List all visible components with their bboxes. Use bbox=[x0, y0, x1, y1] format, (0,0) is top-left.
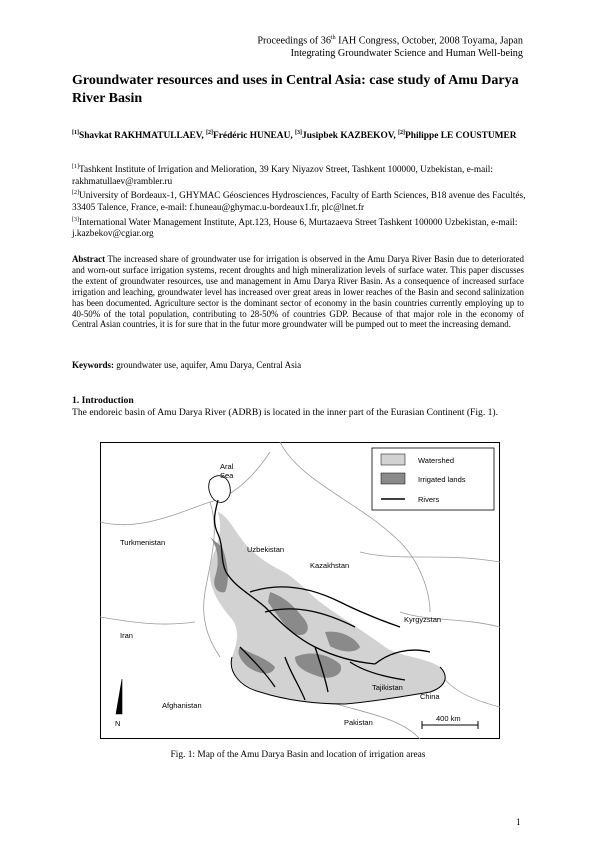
label-iran: Iran bbox=[120, 631, 133, 640]
label-pakistan: Pakistan bbox=[344, 718, 373, 727]
legend-rivers-label: Rivers bbox=[418, 495, 440, 504]
author-name: Frédéric HUNEAU, bbox=[213, 131, 296, 142]
figure-caption: Fig. 1: Map of the Amu Darya Basin and location of irrigation areas bbox=[170, 750, 426, 760]
author-mark: [3] bbox=[295, 130, 303, 136]
legend-watershed-label: Watershed bbox=[418, 456, 454, 465]
label-uzbekistan: Uzbekistan bbox=[247, 545, 285, 554]
abstract bbox=[72, 254, 524, 330]
abstract-label: Abstract bbox=[72, 254, 106, 264]
author-mark: [2] bbox=[206, 130, 214, 136]
affiliation-3: [3]International Water Management Institute, Apt.123, House 6, Murtazaeva Street Tashkent 100000 Uzbekistan, e-mail: j.kazbekov@cgiar.org bbox=[72, 216, 518, 240]
author-name: Jusipbek KAZBEKOV, bbox=[302, 131, 399, 142]
scale-label: 400 km bbox=[436, 714, 461, 723]
affiliations bbox=[72, 162, 527, 241]
abstract-text: The increased share of groundwater use for irrigation is observed in the Amu Darya River Basin due to deteriorated and worn-out surface irrigation systems, recent droughts and high mineralization levels of surface water. This paper discusses the extent of groundwater resources, use and management in Amu Darya River Basin. As a consequence of increased surface irrigation and leaching, groundwater level has increased over great areas in lower reaches of the Basin and second salinization has been documented. Agriculture sector is the dominant sector of economy in the basin countries currently employing up to 40-50% of the total population, contributing to 28-50% of countries GDP. Because of that major role in the economy of Central Asian countries, it is for sure that in the futur more groundwater will be pumped out to meet the increasing demand. bbox=[72, 254, 524, 330]
map-legend bbox=[372, 448, 494, 510]
author-name: Philippe LE COUSTUMER bbox=[405, 131, 517, 142]
label-turkmenistan: Turkmenistan bbox=[120, 538, 166, 547]
introduction-text: The endoreic basin of Amu Darya River (ADRB) is located in the inner part of the Eurasian Continent (Fig. 1). bbox=[72, 407, 499, 418]
label-aral: Aral bbox=[220, 462, 234, 471]
affiliation-2: [2]University of Bordeaux-1, GHYMAC Géosciences Hydrosciences, Faculty of Earth Sciences, B18 avenue des Facultés, 33405 Talence, France, e-mail: f.huneau@ghymac.u-bordeaux1.fr, plc@lnet.fr bbox=[72, 190, 526, 213]
label-kazakhstan: Kazakhstan bbox=[310, 561, 350, 570]
label-china: China bbox=[420, 692, 440, 701]
paper-title: Groundwater resources and uses in Central Asia: case study of Amu Darya River Basin bbox=[72, 73, 519, 106]
page-number: 1 bbox=[516, 818, 521, 828]
keywords-text: groundwater use, aquifer, Amu Darya, Central Asia bbox=[114, 360, 302, 370]
label-kyrgyzstan: Kyrgyzstan bbox=[404, 615, 442, 624]
amu-darya-basin-map bbox=[100, 442, 500, 739]
north-label: N bbox=[115, 719, 121, 728]
keywords-label: Keywords: bbox=[72, 360, 114, 370]
figure-map bbox=[100, 442, 500, 739]
section-heading-introduction: 1. Introduction bbox=[72, 395, 134, 406]
affiliation-1: [1]Tashkent Institute of Irrigation and Melioration, 39 Kary Niyazov Street, Tashkent 100000, Uzbekistan, e-mail: rakhmatullaev@rambler.ru bbox=[72, 164, 493, 187]
author-name: Shavkat RAKHMATULLAEV, bbox=[79, 131, 207, 142]
header-line-1: Proceedings of 36th IAH Congress, October, 2008 Toyama, Japan bbox=[257, 35, 523, 47]
label-sea: Sea bbox=[220, 471, 234, 480]
author-mark: [2] bbox=[398, 130, 406, 136]
header-line-2: Integrating Groundwater Science and Human Well-being bbox=[290, 48, 523, 60]
label-afghanistan: Afghanistan bbox=[162, 701, 202, 710]
proceedings-header bbox=[257, 32, 523, 60]
legend-irrigated-swatch bbox=[381, 473, 405, 484]
legend-irrigated-label: Irrigated lands bbox=[418, 475, 466, 484]
author-list bbox=[72, 127, 524, 142]
label-tajikistan: Tajikistan bbox=[372, 683, 403, 692]
keywords bbox=[72, 360, 524, 370]
author-mark: [1] bbox=[72, 130, 79, 136]
legend-watershed-swatch bbox=[381, 454, 405, 465]
